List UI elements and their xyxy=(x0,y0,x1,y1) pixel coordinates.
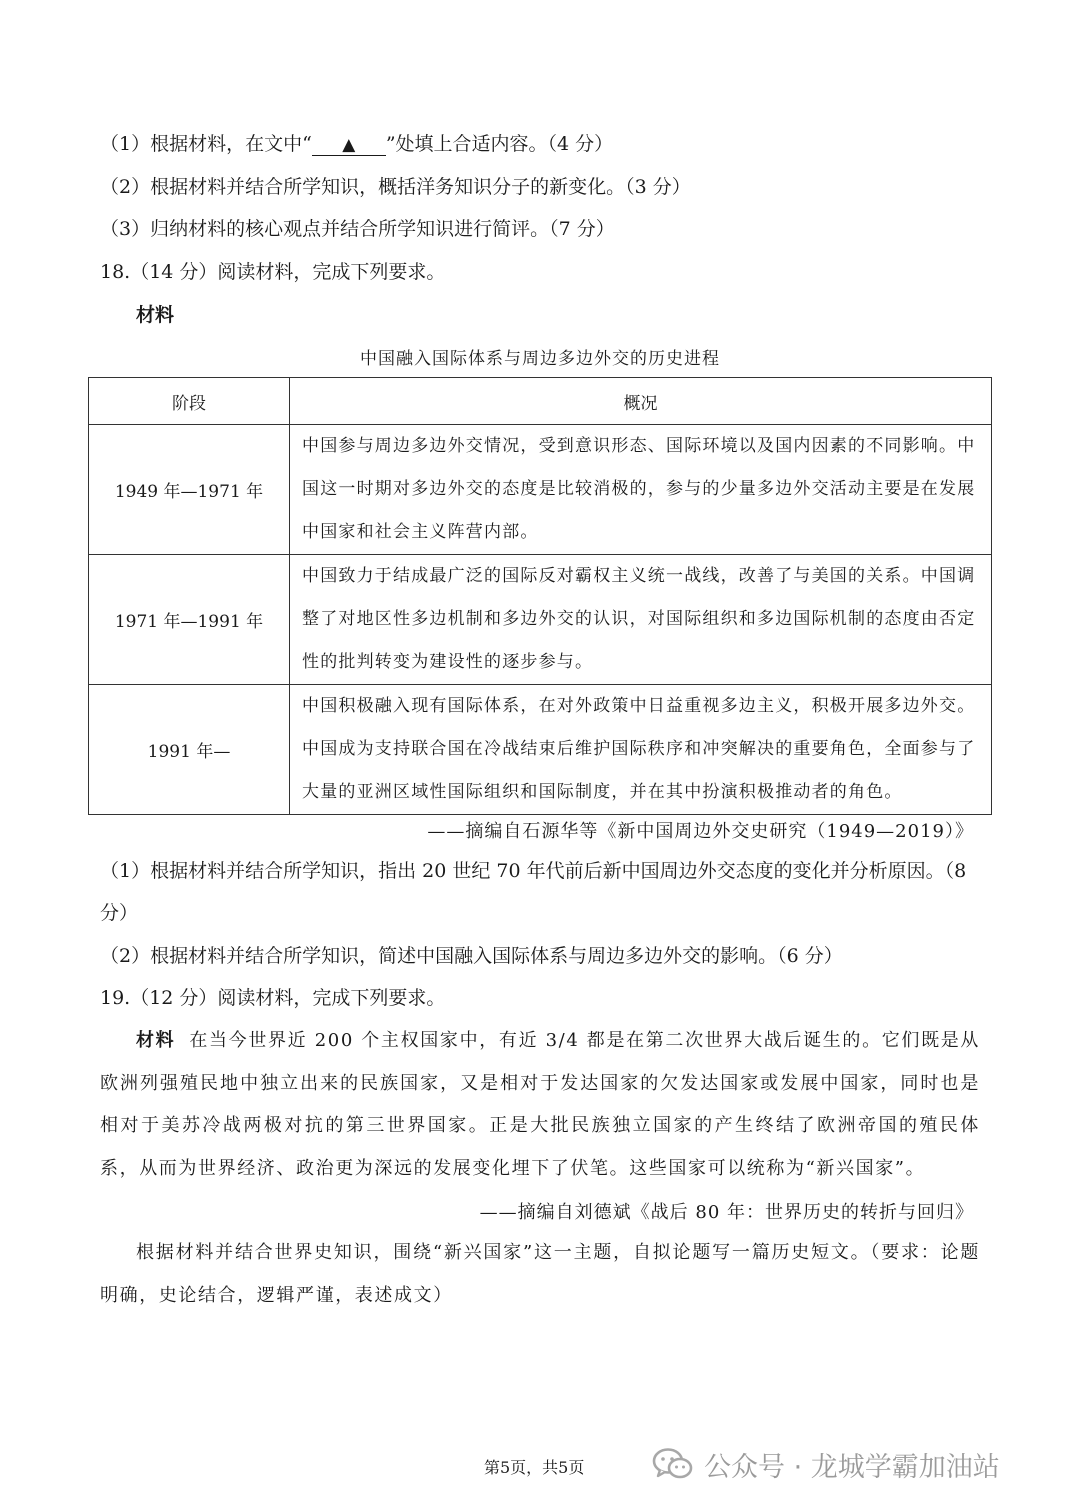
summary-cell: 中国致力于结成最广泛的国际反对霸权主义统一战线，改善了与美国的关系。中国调整了对地区性多边机制和多边外交的认识，对国际组织和多边国际机制的态度由否定性的批判转变为建设性的逐步参与。 xyxy=(290,555,992,685)
q18-sub2: （2）根据材料并结合所学知识，简述中国融入国际体系与周边多边外交的影响。（6 分） xyxy=(100,945,843,967)
q17-sub1-after: ”处填上合适内容。（4 分） xyxy=(385,133,614,155)
q19-task: 根据材料并结合世界史知识，围绕“新兴国家”这一主题，自拟论题写一篇历史短文。（要求：论题明确，史论结合，逻辑严谨，表述成文） xyxy=(100,1242,980,1306)
q17-sub1 xyxy=(100,131,613,157)
q19-material-text: 在当今世界近 200 个主权国家中，有近 3/4 都是在第二次世界大战后诞生的。它们既是从欧洲列强殖民地中独立出来的民族国家，又是相对于发达国家的欠发达国家或发展中国家，同时也是相对于美苏冷战两极对抗的第三世界国家。正是大批民族独立国家的产生终结了欧洲帝国的殖民体系，从而为世界经济、政治更为深远的发展变化埋下了伏笔。这些国家可以统称为“新兴国家”。 xyxy=(100,1030,981,1179)
q18-source: ——摘编自石源华等《新中国周边外交史研究（1949—2019）》 xyxy=(427,821,974,842)
page-number: 第5页，共5页 xyxy=(484,1458,585,1477)
col-period-header: 阶段 xyxy=(89,378,290,425)
col-summary-header: 概况 xyxy=(290,378,992,425)
q17-sub1-before: （1）根据材料，在文中“ xyxy=(100,133,312,155)
watermark-text: 公众号 · 龙城学霸加油站 xyxy=(704,1451,1000,1483)
history-table xyxy=(88,377,992,815)
q19-material-label: 材料 xyxy=(136,1030,176,1051)
q18-material-label: 材料 xyxy=(136,304,175,326)
q18-sub1-line2: 分） xyxy=(100,902,139,924)
table-row xyxy=(89,425,992,555)
summary-cell: 中国参与周边多边外交情况，受到意识形态、国际环境以及国内因素的不同影响。中国这一时期对多边外交的态度是比较消极的，参与的少量多边外交活动主要是在发展中国家和社会主义阵营内部。 xyxy=(290,425,992,555)
q17-fill-blank xyxy=(312,135,386,156)
table-row xyxy=(89,555,992,685)
q19-material xyxy=(100,1020,980,1190)
q18-table-title: 中国融入国际体系与周边多边外交的历史进程 xyxy=(360,349,720,369)
q19-source: ——摘编自刘德斌《战后 80 年：世界历史的转折与回归》 xyxy=(479,1202,974,1223)
q17-sub3: （3）归纳材料的核心观点并结合所学知识进行简评。（7 分） xyxy=(100,218,615,240)
table-row xyxy=(89,685,992,815)
watermark xyxy=(652,1444,1000,1484)
q18-sub1-line1: （1）根据材料并结合所学知识，指出 20 世纪 70 年代前后新中国周边外交态度的变化并分析原因。（8 xyxy=(100,860,967,882)
period-cell: 1949 年—1971 年 xyxy=(89,425,290,555)
blank-triangle-icon: ▲ xyxy=(342,135,356,155)
period-cell: 1971 年—1991 年 xyxy=(89,555,290,685)
q18-heading: 18.（14 分）阅读材料，完成下列要求。 xyxy=(100,261,446,283)
table-header-row xyxy=(89,378,992,425)
summary-cell: 中国积极融入现有国际体系，在对外政策中日益重视多边主义，积极开展多边外交。中国成为支持联合国在冷战结束后维护国际秩序和冲突解决的重要角色，全面参与了大量的亚洲区域性国际组织和国际制度，并在其中扮演积极推动者的角色。 xyxy=(290,685,992,815)
q19-heading: 19.（12 分）阅读材料，完成下列要求。 xyxy=(100,987,446,1009)
period-cell: 1991 年— xyxy=(89,685,290,815)
wechat-icon xyxy=(652,1447,694,1481)
q17-sub2: （2）根据材料并结合所学知识，概括洋务知识分子的新变化。（3 分） xyxy=(100,176,691,198)
